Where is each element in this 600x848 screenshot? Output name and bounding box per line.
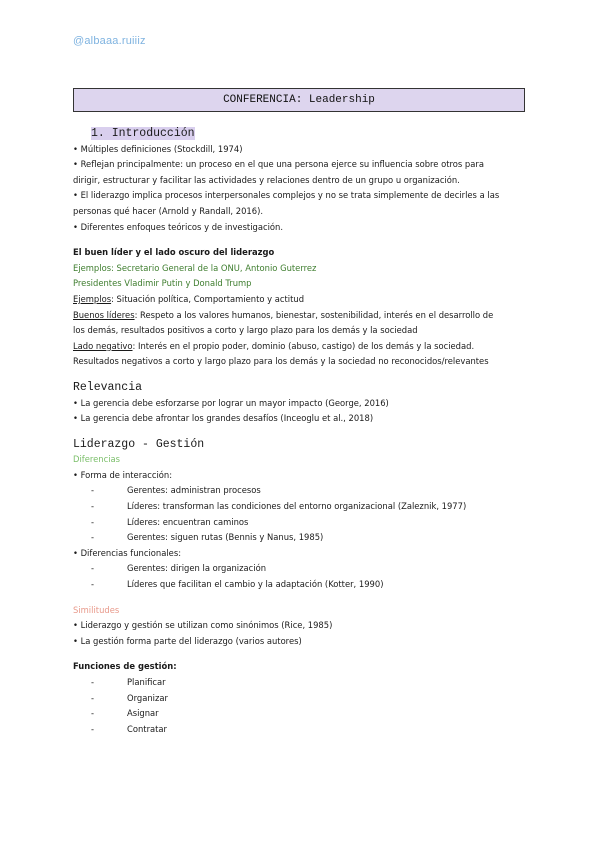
- interaction-item: - Líderes: transforman las condiciones del entorno organizacional (Zaleznik, 1977): [91, 501, 467, 512]
- relevance-bullet: • La gerencia debe esforzarse por lograr un mayor impacto (George, 2016): [73, 397, 389, 408]
- functional-item: - Gerentes: dirigen la organización: [91, 563, 267, 574]
- negative-side-label: Lado negativo: [73, 340, 133, 351]
- leader-heading: El buen líder y el lado oscuro del liderazgo: [73, 247, 275, 258]
- intro-bullet: • El liderazgo implica procesos interpersonales complejos y no se trata simplemente de decirles a las: [73, 190, 500, 201]
- functional-bullet: • Diferencias funcionales:: [73, 547, 182, 558]
- relevance-bullet: • La gerencia debe afrontar los grandes desafíos (Inceoglu et al., 2018): [73, 413, 374, 424]
- intro-bullet: • Reflejan principalmente: un proceso en el que una persona ejerce su influencia sobre otros para: [73, 159, 484, 170]
- interaction-item: - Gerentes: administran procesos: [91, 485, 261, 496]
- leader-example: Ejemplos: Secretario General de la ONU, Antonio Guterrez: [73, 262, 317, 273]
- intro-heading-row: [73, 126, 533, 142]
- good-leaders-cont: los demás, resultados positivos a corto y largo plazo para los demás y la sociedad: [73, 325, 418, 336]
- document-body: [73, 126, 533, 737]
- function-item: - Organizar: [91, 692, 168, 703]
- negative-side-text: : Interés en el propio poder, dominio (abuso, castigo) de los demás y la sociedad.: [132, 340, 475, 351]
- functions-heading: Funciones de gestión:: [73, 661, 177, 672]
- negative-side-cont: Resultados negativos a corto y largo plazo para los demás y la sociedad no reconocidos/relevantes: [73, 356, 489, 367]
- similarity-bullet: • La gestión forma parte del liderazgo (varios autores): [73, 635, 302, 646]
- leader-examples-row: [73, 292, 533, 308]
- interaction-item: - Gerentes: siguen rutas (Bennis y Nanus, 1985): [91, 532, 324, 543]
- function-item: - Asignar: [91, 708, 159, 719]
- management-heading: Liderazgo - Gestión: [73, 437, 205, 451]
- intro-bullet: • Diferentes enfoques teóricos y de investigación.: [73, 221, 284, 232]
- relevance-heading: Relevancia: [73, 380, 143, 394]
- functional-item: - Líderes que facilitan el cambio y la adaptación (Kotter, 1990): [91, 579, 384, 590]
- similarity-bullet: • Liderazgo y gestión se utilizan como sinónimos (Rice, 1985): [73, 620, 333, 631]
- interaction-bullet: • Forma de interacción:: [73, 469, 173, 480]
- examples-label: Ejemplos: [73, 293, 112, 304]
- function-item: - Contratar: [91, 723, 167, 734]
- examples-text: : Situación política, Comportamiento y actitud: [111, 293, 305, 304]
- intro-bullet: • Múltiples definiciones (Stockdill, 1974): [73, 143, 243, 154]
- good-leaders-row: [73, 308, 533, 324]
- intro-bullet-cont: personas qué hacer (Arnold y Randall, 2016).: [73, 205, 263, 216]
- intro-bullet-cont: dirigir, estructurar y facilitar las actividades y relaciones dentro de un grupo u organización.: [73, 174, 460, 185]
- negative-side-row: [73, 339, 533, 355]
- differences-label: Diferencias: [73, 454, 121, 465]
- interaction-item: - Líderes: encuentran caminos: [91, 516, 249, 527]
- good-leaders-label: Buenos líderes: [73, 309, 135, 320]
- intro-heading: 1. Introducción: [91, 127, 195, 140]
- author-handle: @albaaa.ruiiiz: [73, 35, 146, 47]
- function-item: - Planificar: [91, 677, 166, 687]
- conference-banner: CONFERENCIA: Leadership: [73, 88, 525, 112]
- good-leaders-text: : Respeto a los valores humanos, bienestar, sostenibilidad, interés en el desarrollo de: [134, 309, 494, 320]
- leader-example: Presidentes Vladimir Putin y Donald Trump: [73, 278, 252, 289]
- similarities-label: Similitudes: [73, 604, 120, 615]
